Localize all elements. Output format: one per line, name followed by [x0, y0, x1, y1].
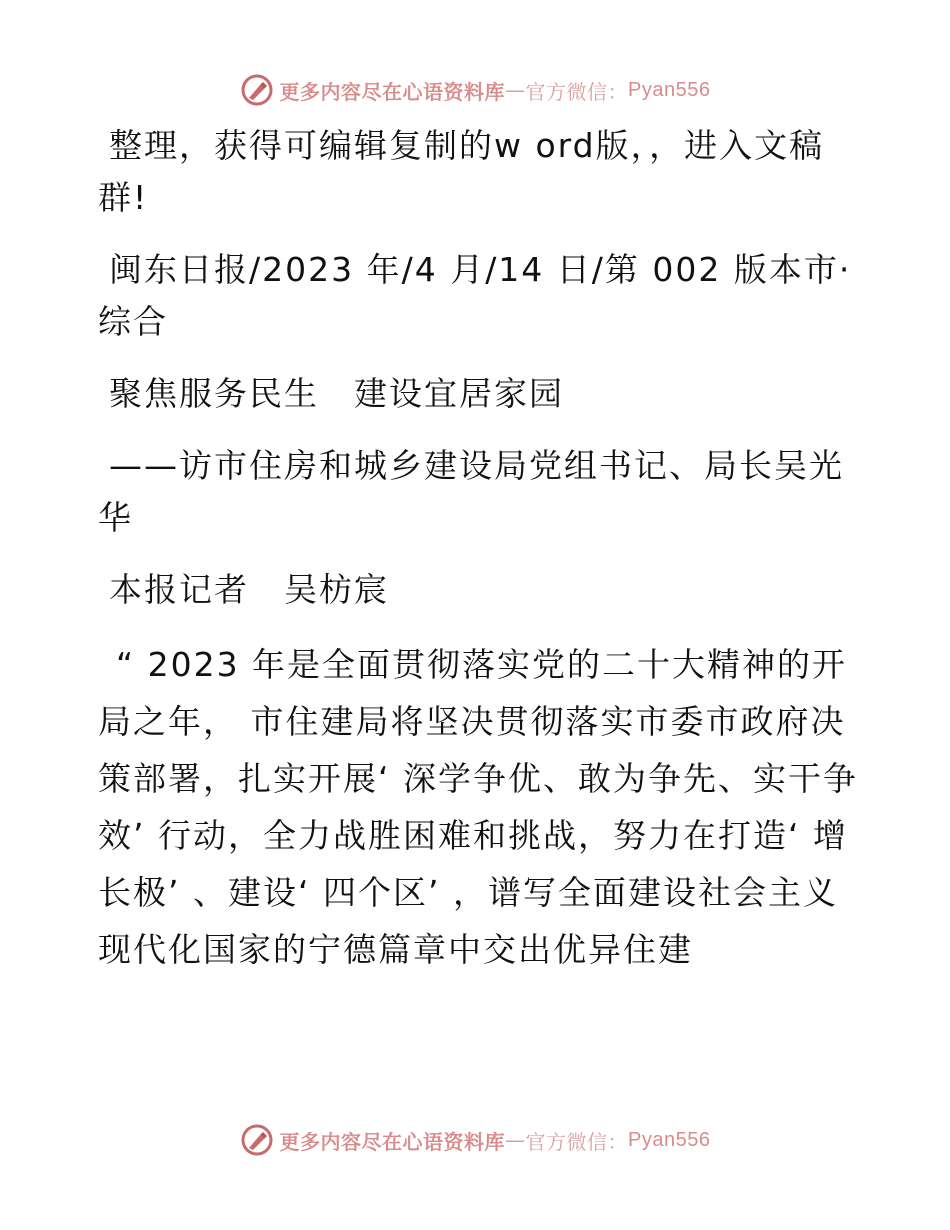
article-subtitle: ——访市住房和城乡建设局党组书记、局长吴光华 — [98, 446, 844, 537]
source-line: 闽东日报/2023 年/4 月/14 日/第 002 版本市·综合 — [98, 250, 852, 341]
header-watermark — [0, 70, 950, 110]
watermark-dash: — — [505, 78, 526, 102]
watermark-official-label: 官方微信： — [525, 79, 629, 104]
watermark-site-text: 更多内容尽在心语资料库 — [279, 1129, 506, 1154]
pen-nib-logo-icon — [240, 73, 274, 107]
article-body-paragraph: “ 2023 年是全面贯彻落实党的二十大精神的开局之年， 市住建局将坚决贯彻落实市委市政府决策部署，扎实开展‘ 深学争优、敢为争先、实干争效’ 行动，全力战胜困难和挑战，努力在打造‘ 增长极’ 、建设‘ 四个区’ ，谱写全面建设社会主义现代化国家的宁德篇章中交出优异住建 — [98, 645, 858, 969]
pen-nib-logo-icon — [240, 1123, 274, 1157]
watermark-site-text: 更多内容尽在心语资料库 — [279, 79, 506, 104]
watermark-wechat-id: Pyan556 — [628, 78, 711, 101]
watermark-official-label: 官方微信： — [525, 1129, 629, 1154]
watermark-wechat-id: Pyan556 — [628, 1128, 711, 1151]
watermark-dash: — — [505, 1128, 526, 1152]
article-title: 聚焦服务民生 建设宜居家园 — [109, 374, 564, 413]
byline: 本报记者 吴枋宸 — [109, 570, 389, 609]
document-body — [98, 120, 858, 998]
footer-watermark — [0, 1120, 950, 1160]
notice-paragraph: 整理，获得可编辑复制的w ord版，，进入文稿群! — [98, 126, 825, 217]
